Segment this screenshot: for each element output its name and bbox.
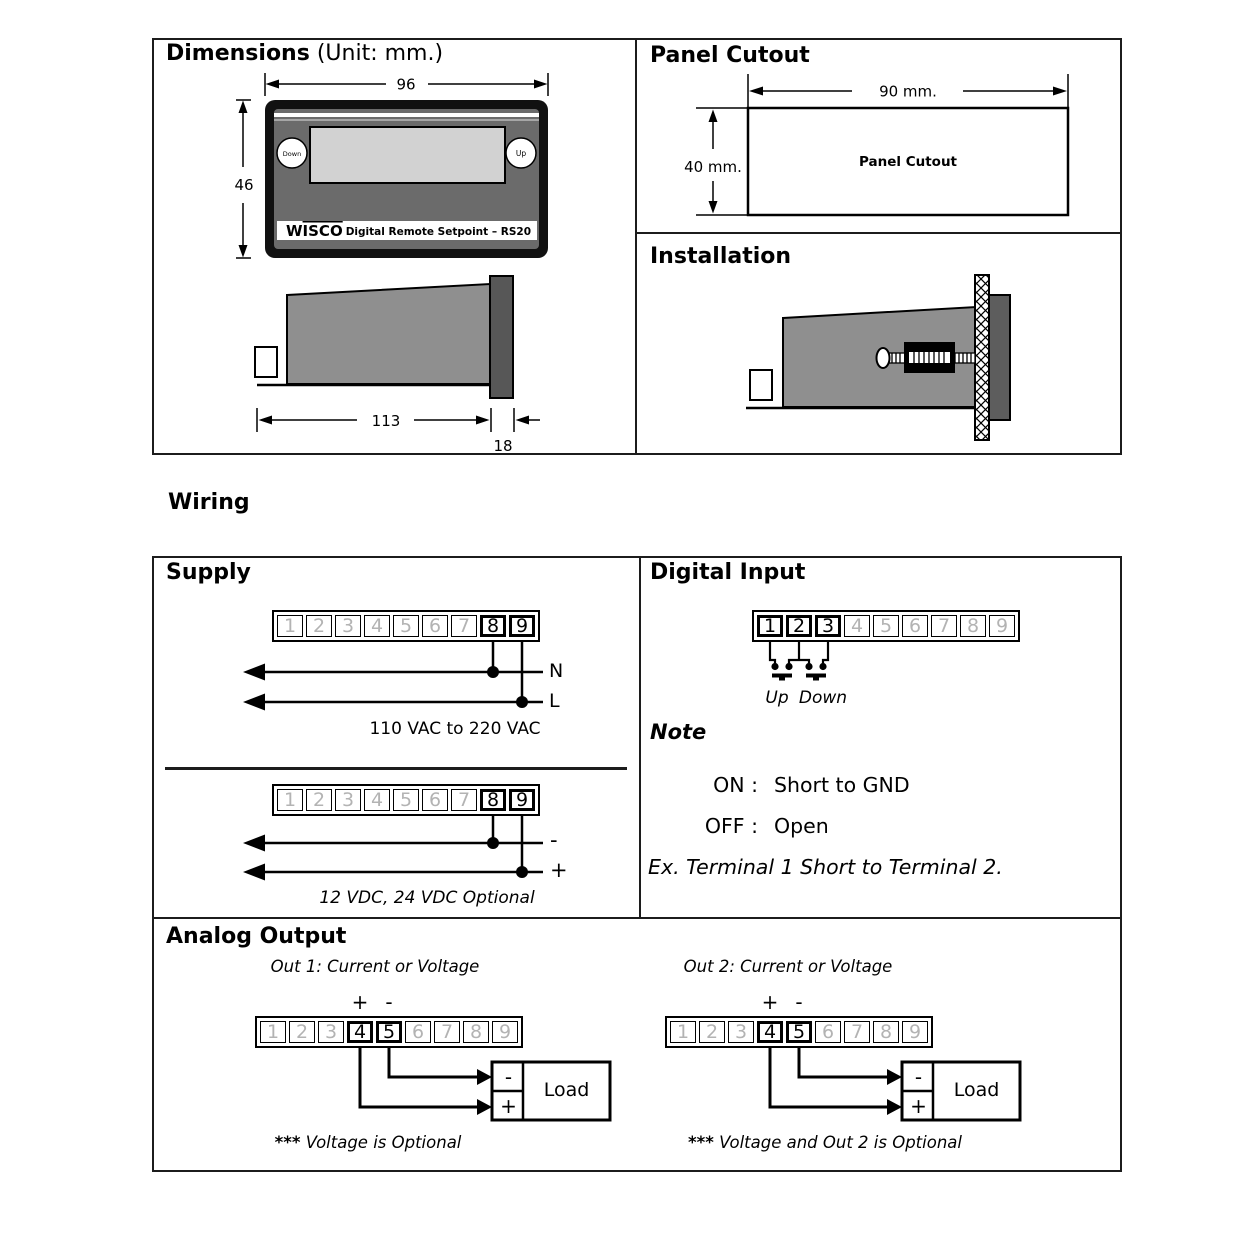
terminal-7: 7 (931, 615, 957, 637)
terminal-9: 9 (509, 615, 535, 637)
out2-plus-label: + (761, 990, 779, 1014)
load2-minus: - (914, 1065, 923, 1089)
terminal-4: 4 (364, 789, 390, 811)
brand-w: W (286, 222, 303, 240)
note-off-key: OFF : (704, 814, 758, 838)
out1-footnote-text: Voltage is Optional (305, 1133, 462, 1152)
load1-minus: - (504, 1065, 513, 1089)
device-side-view (255, 276, 513, 398)
out2-caption: Out 2: Current or Voltage (683, 957, 893, 976)
out1-caption: Out 1: Current or Voltage (270, 957, 480, 976)
supply-title: Supply (166, 560, 251, 585)
digital-input-title: Digital Input (650, 560, 806, 585)
supply-dc-arrows (243, 835, 528, 881)
terminal-7: 7 (451, 615, 477, 637)
note-on-key: ON : (713, 773, 758, 797)
front-width-value: 96 (396, 75, 416, 94)
terminal-1: 1 (277, 789, 303, 811)
terminal-7: 7 (434, 1021, 460, 1043)
mounting-panel-hatched (975, 275, 989, 440)
supply-ac-terminal-strip (272, 610, 540, 642)
cutout-inner-label: Panel Cutout (858, 154, 958, 170)
terminal-1: 1 (260, 1021, 286, 1043)
terminal-1: 1 (757, 615, 783, 637)
terminal-2: 2 (306, 789, 332, 811)
depth-value: 113 (371, 412, 401, 430)
terminal-4: 4 (844, 615, 870, 637)
terminal-2: 2 (699, 1021, 725, 1043)
terminal-1: 1 (277, 615, 303, 637)
terminal-4: 4 (757, 1021, 783, 1043)
note-example: Ex. Terminal 1 Short to Terminal 2. (648, 855, 1003, 879)
dimensions-title-bold: Dimensions (166, 41, 310, 66)
terminal-4: 4 (347, 1021, 373, 1043)
out1-plus-label: + (351, 990, 369, 1014)
terminal-8: 8 (480, 615, 506, 637)
terminal-9: 9 (902, 1021, 928, 1043)
front-height-value: 46 (234, 176, 254, 194)
terminal-9: 9 (989, 615, 1015, 637)
installation-title: Installation (650, 244, 792, 269)
dc-minus-label: - (550, 828, 558, 852)
supply-dc-terminal-strip (272, 784, 540, 816)
out1-terminal-strip (255, 1016, 523, 1048)
dimensions-title (166, 42, 443, 66)
terminal-8: 8 (480, 789, 506, 811)
installation-drawing (746, 275, 1010, 440)
device-front-view (265, 100, 548, 258)
terminal-8: 8 (463, 1021, 489, 1043)
ac-caption: 110 VAC to 220 VAC (369, 719, 541, 739)
load2-label: Load (953, 1079, 1000, 1101)
digital-input-switches (770, 642, 828, 681)
terminal-9: 9 (492, 1021, 518, 1043)
terminal-5: 5 (393, 615, 419, 637)
dc-caption: 12 VDC, 24 VDC Optional (319, 888, 535, 908)
terminal-9: 9 (509, 789, 535, 811)
load2-plus: + (910, 1094, 927, 1118)
out1-footnote-stars: *** (274, 1133, 301, 1152)
ac-neutral-label: N (549, 660, 564, 682)
terminal-2: 2 (289, 1021, 315, 1043)
switch-up-label: Up (765, 688, 789, 708)
panel-cutout-title: Panel Cutout (650, 43, 810, 68)
load1-label: Load (543, 1079, 590, 1101)
terminal-6: 6 (405, 1021, 431, 1043)
digital-input-terminal-strip (752, 610, 1020, 642)
wiring-title: Wiring (168, 490, 250, 515)
terminal-2: 2 (786, 615, 812, 637)
out2-footnote (660, 1134, 990, 1152)
terminal-8: 8 (873, 1021, 899, 1043)
terminal-1: 1 (670, 1021, 696, 1043)
terminal-6: 6 (815, 1021, 841, 1043)
terminal-3: 3 (815, 615, 841, 637)
terminal-5: 5 (873, 615, 899, 637)
supply-ac-wires (262, 642, 543, 702)
note-title: Note (650, 720, 707, 744)
dc-plus-label: + (550, 858, 568, 882)
switch-down-label: Down (798, 688, 848, 708)
terminal-3: 3 (335, 789, 361, 811)
terminal-3: 3 (318, 1021, 344, 1043)
brand-rest: ISCO (302, 222, 343, 240)
cutout-width-value: 90 mm. (879, 82, 937, 101)
supply-ac-arrows (243, 664, 528, 711)
terminal-6: 6 (422, 615, 448, 637)
supply-dc-wires (262, 816, 543, 872)
out1-minus-label: - (385, 990, 393, 1014)
out1-footnote (238, 1134, 498, 1152)
down-button-label: Down (282, 150, 302, 158)
model-label: Digital Remote Setpoint – RS20 (345, 226, 531, 238)
terminal-4: 4 (364, 615, 390, 637)
terminal-3: 3 (728, 1021, 754, 1043)
out2-footnote-text: Voltage and Out 2 is Optional (719, 1133, 962, 1152)
out2-terminal-strip (665, 1016, 933, 1048)
up-button-label: Up (515, 149, 527, 158)
note-on-value: Short to GND (774, 773, 910, 797)
terminal-5: 5 (376, 1021, 402, 1043)
device-display (310, 127, 505, 183)
ac-line-label: L (549, 690, 560, 712)
terminal-8: 8 (960, 615, 986, 637)
terminal-6: 6 (902, 615, 928, 637)
out2-minus-label: - (795, 990, 803, 1014)
installed-bezel (989, 295, 1010, 420)
panel-cutout-drawing (684, 74, 1068, 215)
dimensions-title-unit: (Unit: mm.) (309, 41, 444, 66)
terminal-7: 7 (451, 789, 477, 811)
out2-footnote-stars: *** (688, 1133, 714, 1152)
load1-plus: + (500, 1094, 517, 1118)
terminal-7: 7 (844, 1021, 870, 1043)
bezel-depth-value: 18 (493, 437, 513, 455)
terminal-2: 2 (306, 615, 332, 637)
terminal-3: 3 (335, 615, 361, 637)
terminal-6: 6 (422, 789, 448, 811)
note-on-row (650, 773, 910, 797)
note-off-value: Open (774, 814, 829, 838)
terminal-5: 5 (786, 1021, 812, 1043)
analog-output-title: Analog Output (166, 924, 347, 949)
cutout-height-value: 40 mm. (684, 158, 742, 176)
terminal-5: 5 (393, 789, 419, 811)
note-off-row (650, 814, 829, 838)
brand-logo (286, 222, 343, 240)
